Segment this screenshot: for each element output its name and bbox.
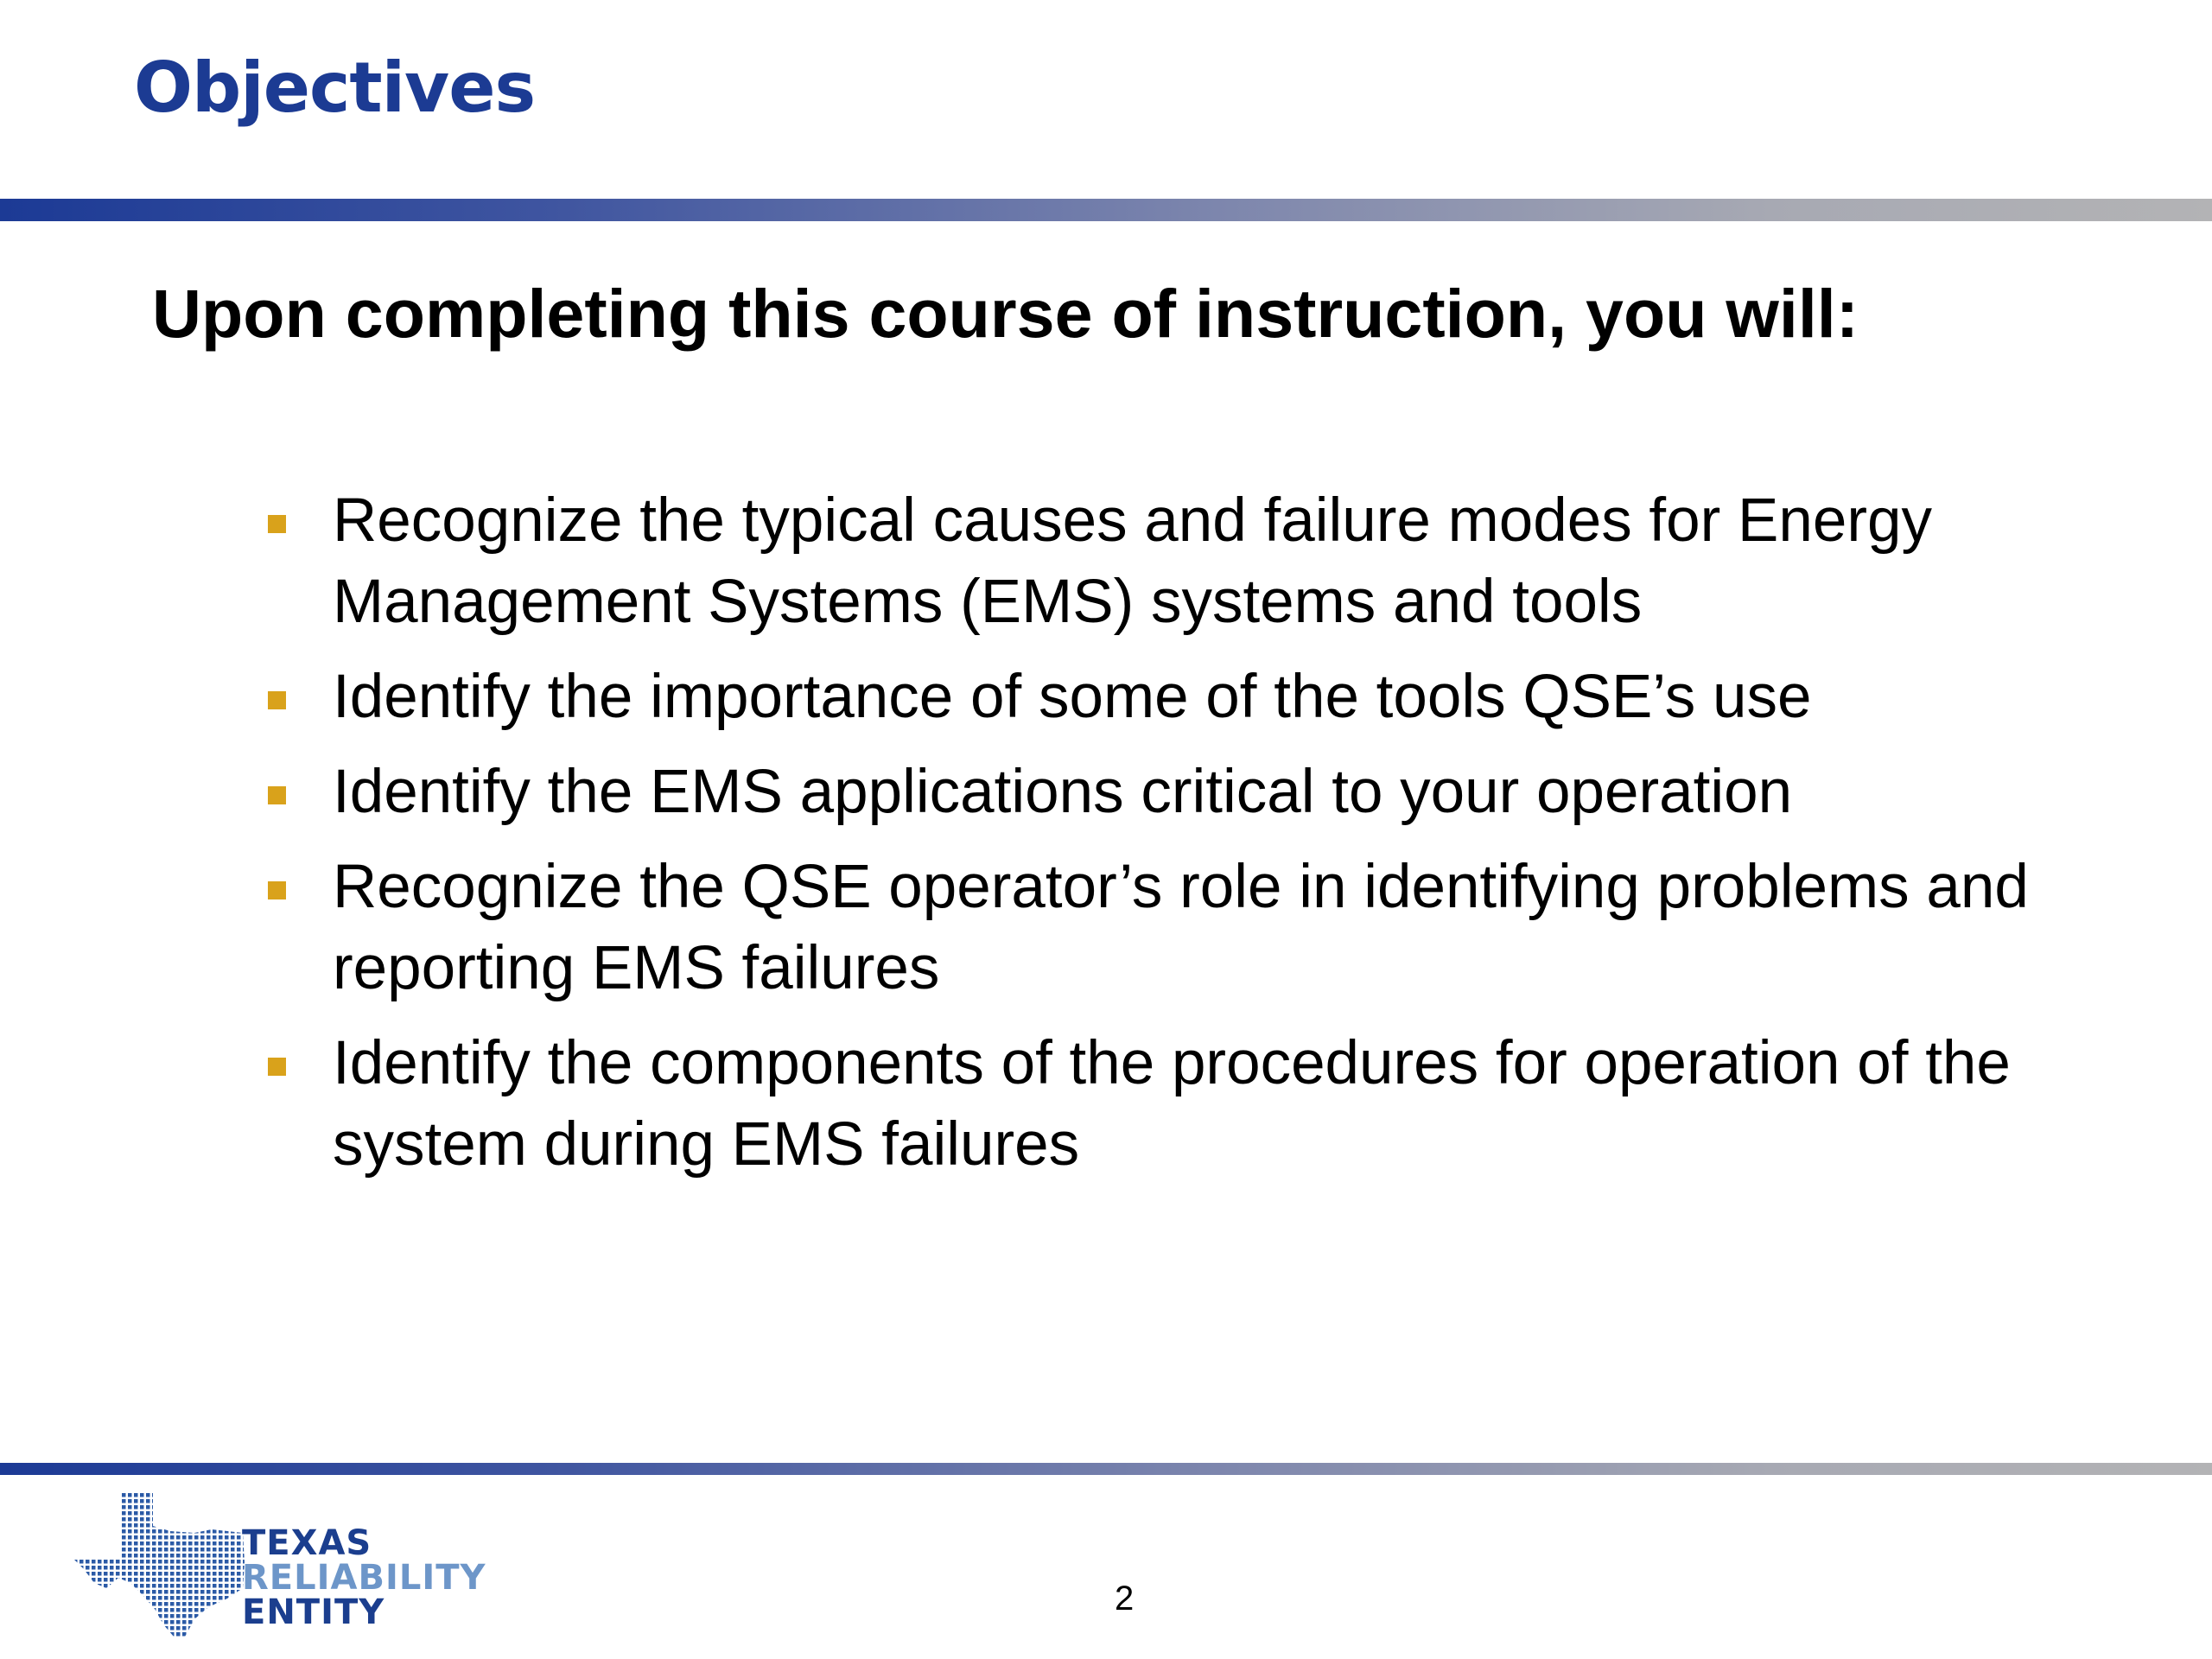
objective-item <box>259 1023 2117 1185</box>
objective-text: Recognize the typical causes and failure modes for Energy Management Systems (EMS) systems and tools <box>333 486 1932 636</box>
square-bullet-icon <box>268 515 286 533</box>
page-number: 2 <box>1115 1580 1135 1618</box>
objective-item <box>259 480 2117 643</box>
objective-text: Identify the importance of some of the tools QSE’s use <box>333 663 1812 731</box>
square-bullet-icon <box>268 786 286 804</box>
logo-line-reliability: RELIABILITY <box>242 1558 486 1598</box>
objective-text: Identify the EMS applications critical to your operation <box>333 758 1793 826</box>
objective-text: Recognize the QSE operator’s role in identifying problems and reporting EMS failures <box>333 853 2029 1002</box>
texas-map-icon <box>73 1493 246 1640</box>
square-bullet-icon <box>268 881 286 899</box>
objective-item <box>259 752 2117 833</box>
objective-text: Identify the components of the procedures for operation of the system during EMS failures <box>333 1029 2011 1179</box>
footer-divider <box>0 1463 2212 1475</box>
logo-line-texas: TEXAS <box>242 1523 372 1563</box>
objective-item <box>259 847 2117 1009</box>
texas-reliability-entity-logo <box>73 1493 488 1640</box>
logo-wordmark <box>242 1523 486 1632</box>
logo-line-entity: ENTITY <box>242 1592 385 1632</box>
slide-title: Objectives <box>134 48 536 128</box>
objectives-list <box>259 480 2117 1199</box>
objective-item <box>259 657 2117 738</box>
intro-text: Upon completing this course of instruction, you will: <box>152 275 1859 352</box>
header-divider <box>0 199 2212 221</box>
square-bullet-icon <box>268 691 286 709</box>
square-bullet-icon <box>268 1058 286 1076</box>
